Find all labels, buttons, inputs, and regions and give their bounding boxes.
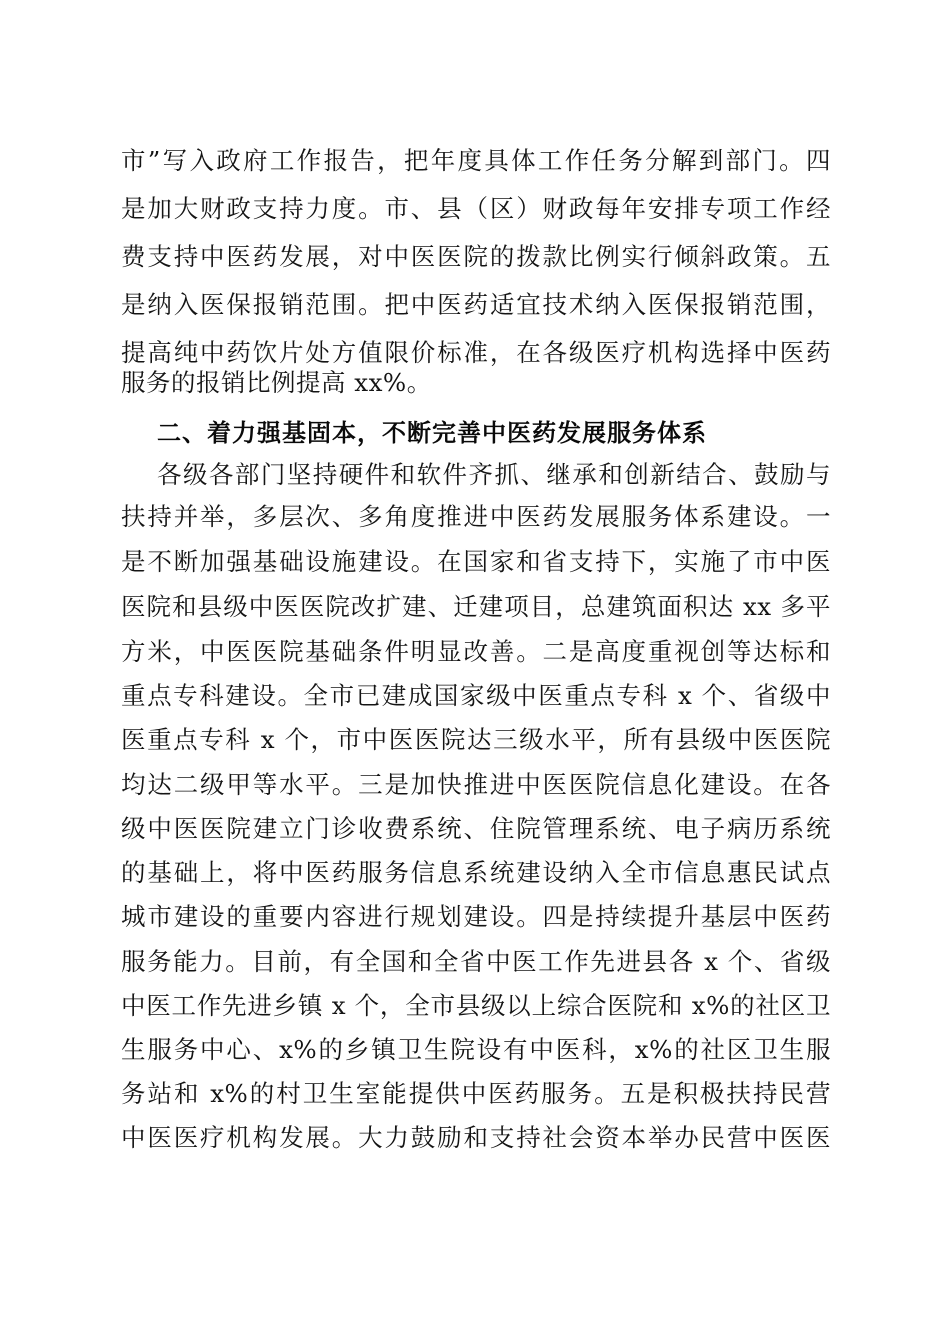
paragraph-line: 市”写入政府工作报告，把年度具体工作任务分解到部门。四 xyxy=(121,146,831,175)
paragraph-line: 城市建设的重要内容进行规划建设。四是持续提升基层中医药 xyxy=(121,902,831,931)
paragraph-line: 重点专科建设。全市已建成国家级中医重点专科 x 个、省级中 xyxy=(121,681,831,710)
paragraph-line: 医院和县级中医医院改扩建、迁建项目，总建筑面积达 xx 多平 xyxy=(121,592,831,621)
paragraph-line: 方米，中医医院基础条件明显改善。二是高度重视创等达标和 xyxy=(121,637,831,666)
section-heading: 二、着力强基固本，不断完善中医药发展服务体系 xyxy=(157,419,707,447)
paragraph-line: 务站和 x%的村卫生室能提供中医药服务。五是积极扶持民营 xyxy=(121,1079,831,1108)
paragraph-line: 服务的报销比例提高 xx%。 xyxy=(121,368,432,397)
paragraph-line: 各级各部门坚持硬件和软件齐抓、继承和创新结合、鼓励与 xyxy=(157,460,831,489)
paragraph-line: 费支持中医药发展，对中医医院的拨款比例实行倾斜政策。五 xyxy=(121,242,831,271)
paragraph-line: 服务能力。目前，有全国和全省中医工作先进县各 x 个、省级 xyxy=(121,947,831,976)
paragraph-line: 是不断加强基础设施建设。在国家和省支持下，实施了市中医 xyxy=(121,547,831,576)
paragraph-line: 医重点专科 x 个，市中医医院达三级水平，所有县级中医医院 xyxy=(121,725,831,754)
paragraph-line: 的基础上，将中医药服务信息系统建设纳入全市信息惠民试点 xyxy=(121,858,831,887)
paragraph-line: 级中医医院建立门诊收费系统、住院管理系统、电子病历系统 xyxy=(121,814,831,843)
paragraph-line: 中医工作先进乡镇 x 个，全市县级以上综合医院和 x%的社区卫 xyxy=(121,991,831,1020)
paragraph-line: 中医医疗机构发展。大力鼓励和支持社会资本举办民营中医医 xyxy=(121,1123,831,1152)
paragraph-line: 均达二级甲等水平。三是加快推进中医医院信息化建设。在各 xyxy=(121,770,831,799)
paragraph-line: 生服务中心、x%的乡镇卫生院设有中医科，x%的社区卫生服 xyxy=(121,1035,831,1064)
paragraph-line: 是纳入医保报销范围。把中医药适宜技术纳入医保报销范围， xyxy=(121,290,831,319)
paragraph-line: 扶持并举，多层次、多角度推进中医药发展服务体系建设。一 xyxy=(121,502,831,531)
paragraph-line: 提高纯中药饮片处方值限价标准，在各级医疗机构选择中医药 xyxy=(121,338,831,367)
paragraph-line: 是加大财政支持力度。市、县（区）财政每年安排专项工作经 xyxy=(121,194,831,223)
